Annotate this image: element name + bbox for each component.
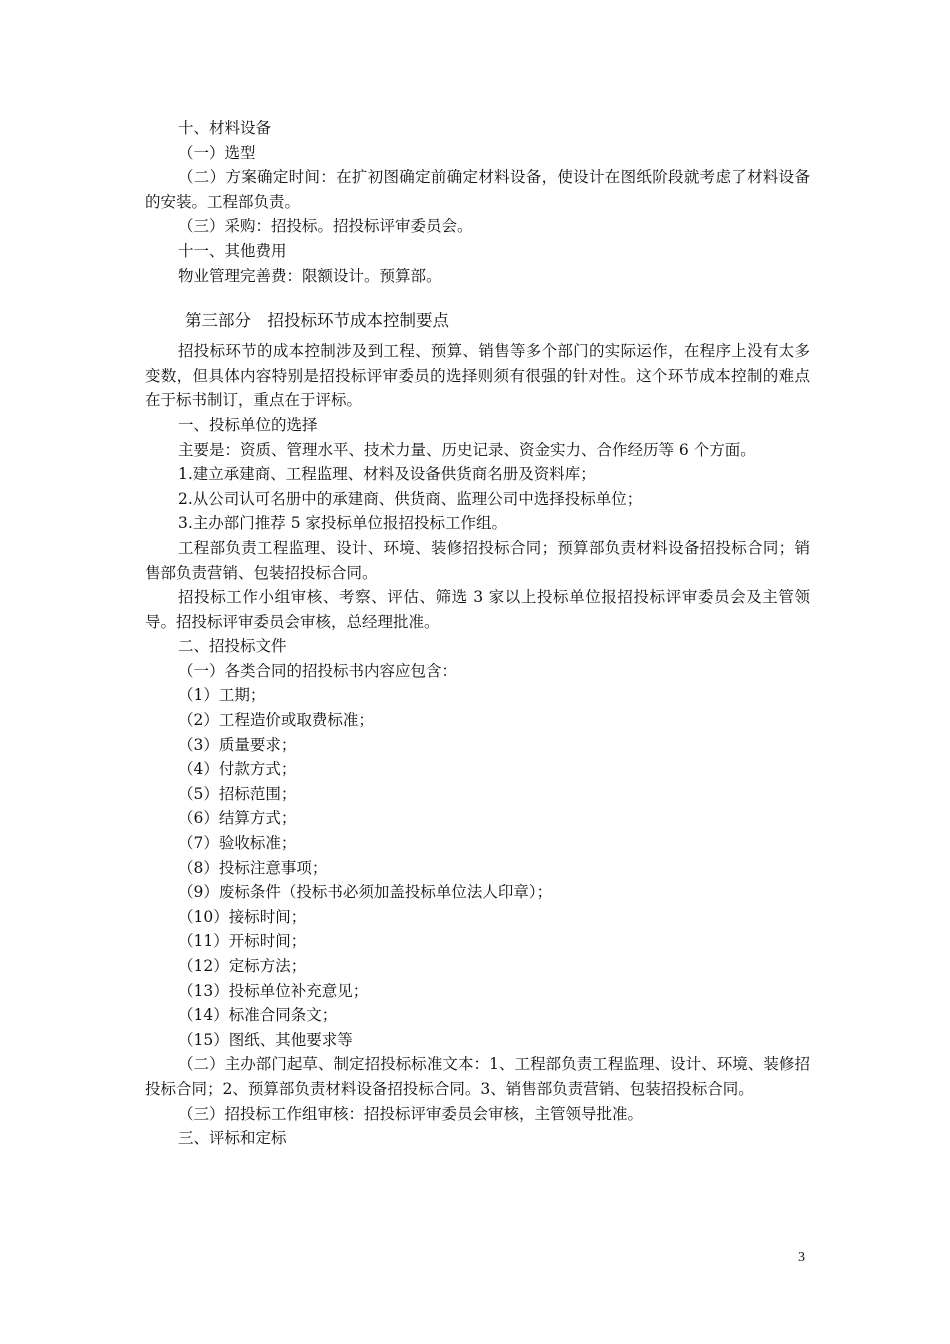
part-3-heading: 第三部分 招投标环节成本控制要点 bbox=[185, 311, 449, 331]
part-3-intro: 招投标环节的成本控制涉及到工程、预算、销售等多个部门的实际运作，在程序上没有太多变数，但具体内容特别是招投标评审委员的选择则须有很强的针对性。这个环节成本控制的难点在于标书制订，重点在于评标。 bbox=[145, 342, 810, 410]
subsection-2-sub-3: （三）招投标工作组审核：招投标评审委员会审核，主管领导批准。 bbox=[178, 1104, 644, 1123]
section-10-title: 十、材料设备 bbox=[178, 119, 272, 137]
list-item: （5）招标范围； bbox=[178, 784, 297, 803]
list-item: （9）废标条件（投标书必须加盖投标单位法人印章）； bbox=[178, 883, 553, 902]
section-11-item-1: 物业管理完善费：限额设计。预算部。 bbox=[178, 266, 442, 285]
subsection-1-main: 主要是：资质、管理水平、技术力量、历史记录、资金实力、合作经历等 6 个方面。 bbox=[178, 440, 756, 459]
section-11-title: 十一、其他费用 bbox=[178, 241, 287, 260]
section-10-item-3: （三）采购：招投标。招投标评审委员会。 bbox=[178, 217, 473, 236]
list-item: （6）结算方式； bbox=[178, 809, 297, 828]
list-item: （14）标准合同条文； bbox=[178, 1006, 338, 1025]
list-item: （10）接标时间； bbox=[178, 907, 307, 926]
page-number: 3 bbox=[798, 1250, 805, 1265]
list-item: （15）图纸、其他要求等 bbox=[178, 1030, 353, 1049]
subsection-1-title: 一、投标单位的选择 bbox=[178, 415, 318, 434]
subsection-1-paragraph: 工程部负责工程监理、设计、环境、装修招投标合同；预算部负责材料设备招投标合同；销售部负责营销、包装招投标合同。 bbox=[145, 538, 810, 582]
subsection-1-step: 3.主办部门推荐 5 家投标单位报招投标工作组。 bbox=[178, 514, 508, 533]
subsection-1-step: 1.建立承建商、工程监理、材料及设备供货商名册及资料库； bbox=[178, 465, 596, 484]
section-10-item-1: （一）选型 bbox=[178, 143, 256, 162]
list-item: （3）质量要求； bbox=[178, 735, 297, 754]
list-item: （13）投标单位补充意见； bbox=[178, 981, 369, 1000]
list-item: （1）工期； bbox=[178, 686, 266, 705]
subsection-2-sub-1: （一）各类合同的招投标书内容应包含： bbox=[178, 661, 458, 680]
subsection-1-step: 2.从公司认可名册中的承建商、供货商、监理公司中选择投标单位； bbox=[178, 489, 643, 508]
list-item: （11）开标时间； bbox=[178, 932, 307, 951]
subsection-3-title: 三、评标和定标 bbox=[178, 1129, 287, 1148]
list-item: （2）工程造价或取费标准； bbox=[178, 711, 374, 730]
list-item: （12）定标方法； bbox=[178, 957, 307, 975]
subsection-2-sub-2: （二）主办部门起草、制定招投标标准文本：1、工程部负责工程监理、设计、环境、装修招投标合同；2、预算部负责材料设备招投标合同。3、销售部负责营销、包装招投标合同。 bbox=[145, 1055, 810, 1098]
subsection-2-title: 二、招投标文件 bbox=[178, 637, 287, 656]
subsection-1-paragraph: 招投标工作小组审核、考察、评估、筛选 3 家以上投标单位报招投标评审委员会及主管领导。招投标评审委员会审核，总经理批准。 bbox=[145, 588, 810, 631]
list-item: （4）付款方式； bbox=[178, 760, 297, 779]
list-item: （8）投标注意事项； bbox=[178, 858, 328, 877]
section-10-item-2: （二）方案确定时间：在扩初图确定前确定材料设备，使设计在图纸阶段就考虑了材料设备的安装。工程部负责。 bbox=[145, 168, 810, 211]
document-body bbox=[145, 116, 810, 1151]
list-item: （7）验收标准； bbox=[178, 834, 297, 853]
